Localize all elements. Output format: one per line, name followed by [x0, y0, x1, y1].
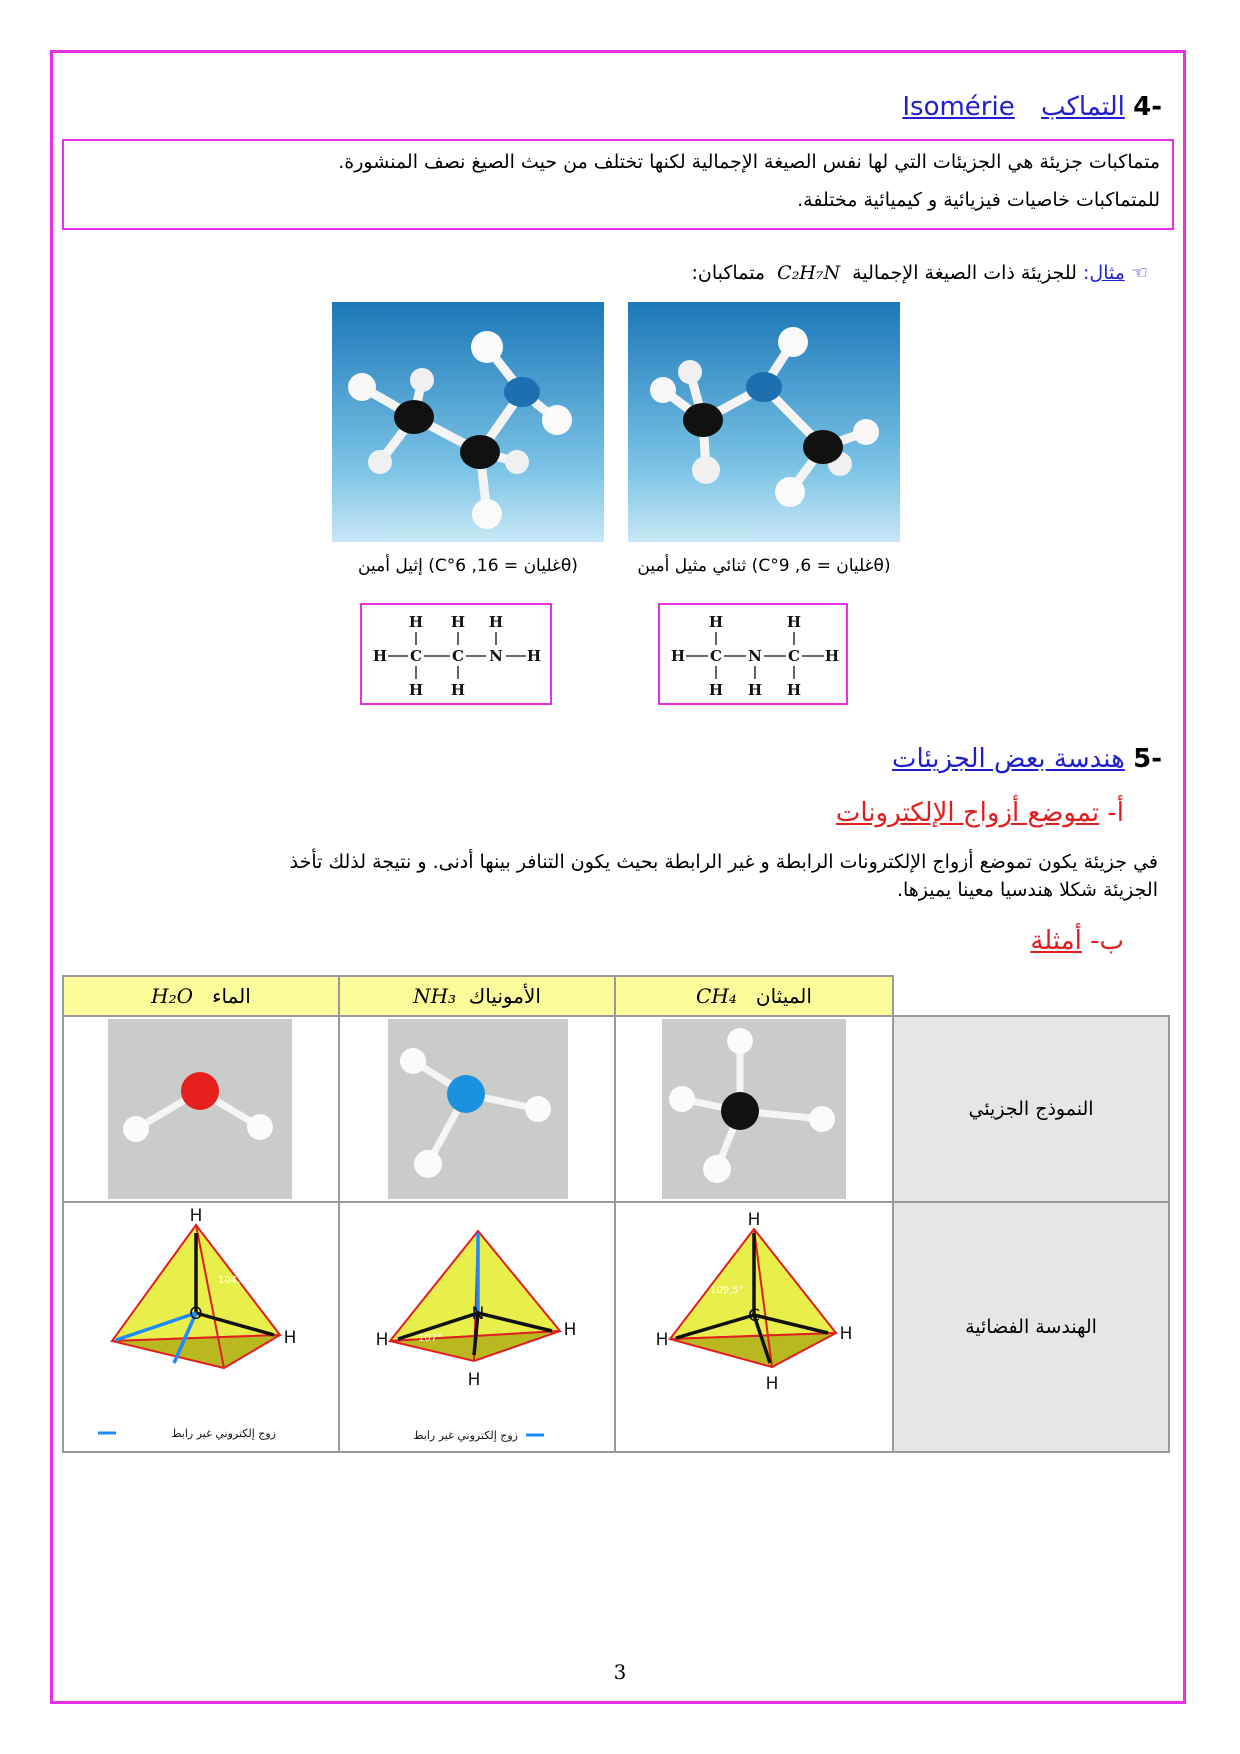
- svg-text:H: H: [283, 1328, 297, 1348]
- header-ammonia: [338, 975, 616, 1017]
- svg-text:H: H: [526, 647, 542, 665]
- ammonia-geometry-diagram: [340, 1203, 614, 1451]
- example-text-before: للجزيئة ذات الصيغة الإجمالية: [852, 262, 1077, 284]
- methane-angle-label: 109,5°: [710, 1285, 744, 1296]
- svg-text:H: H: [563, 1320, 577, 1340]
- ethylamine-structure: [360, 603, 552, 705]
- methane-model-cell: [614, 1015, 894, 1203]
- svg-text:H: H: [747, 1210, 761, 1230]
- svg-text:H: H: [747, 681, 763, 699]
- water-model-cell: [62, 1015, 340, 1203]
- svg-text:C: C: [452, 647, 464, 665]
- ammonia-model-cell: [338, 1015, 616, 1203]
- svg-text:N: N: [489, 647, 503, 665]
- methane-geometry-diagram: [616, 1203, 892, 1451]
- subheading-a-title: تموضع أزواج الإلكترونات: [835, 798, 1100, 828]
- svg-text:C: C: [788, 647, 800, 665]
- dimethylamine-photo: [628, 302, 900, 542]
- pointing-hand-icon: ☜: [1130, 262, 1148, 284]
- header-methane: [614, 975, 894, 1017]
- svg-text:H: H: [839, 1324, 853, 1344]
- example-formula: C₂H₇N: [777, 262, 841, 284]
- subheading-b-letter: ب-: [1090, 926, 1124, 956]
- example-label: مثال: [1089, 262, 1125, 284]
- ammonia-name: الأمونياك: [468, 984, 541, 1008]
- subheading-b-title: أمثلة: [1030, 926, 1082, 956]
- paragraph-line-2: الجزيئة شكلا هندسيا معينا يميزها.: [896, 879, 1158, 901]
- ammonia-geometry-cell: [338, 1201, 616, 1453]
- water-formula: H₂O: [151, 984, 194, 1008]
- dimethylamine-structure: [658, 603, 848, 705]
- svg-text:H: H: [655, 1330, 669, 1350]
- ammonia-angle-label: 107°: [418, 1333, 443, 1344]
- definition-box: [62, 139, 1174, 230]
- subheading-b: [1030, 926, 1124, 956]
- ethylamine-photo: [332, 302, 604, 542]
- svg-text:O: O: [189, 1304, 203, 1324]
- example-colon: :: [1082, 262, 1090, 284]
- section-4-title-fr: Isomérie: [902, 92, 1015, 122]
- svg-text:H: H: [786, 613, 802, 631]
- methane-formula: CH₄: [696, 984, 737, 1008]
- ethylamine-caption: (θغليان = 16, 6°C) إثيل أمين: [358, 556, 578, 576]
- svg-text:H: H: [450, 613, 466, 631]
- methane-geometry-cell: [614, 1201, 894, 1453]
- svg-text:H: H: [708, 613, 724, 631]
- electron-pairs-paragraph: [78, 848, 1158, 904]
- water-angle-label: 104,5°: [218, 1275, 252, 1286]
- page-number: 3: [613, 1660, 627, 1684]
- ammonia-formula: NH₃: [413, 984, 457, 1008]
- water-geometry-diagram: [64, 1203, 338, 1451]
- definition-line-1: متماكبات جزيئة هي الجزيئات التي لها نفس الصيغة الإجمالية لكنها تختلف من حيث الصيغ نصف المنشورة.: [338, 151, 1160, 173]
- svg-text:H: H: [450, 681, 466, 699]
- water-model-image: [108, 1019, 292, 1199]
- methane-name: الميثان: [755, 984, 812, 1008]
- section-5-title: هندسة بعض الجزيئات: [891, 744, 1125, 774]
- methane-model-image: [662, 1019, 846, 1199]
- svg-text:H: H: [467, 1370, 481, 1390]
- subheading-a: [836, 798, 1124, 828]
- svg-text:H: H: [670, 647, 686, 665]
- paragraph-line-1: في جزيئة يكون تموضع أزواج الإلكترونات الرابطة و غير الرابطة بحيث يكون التنافر بينها أدنى. و نتيجة لذلك تأخذ: [289, 851, 1158, 873]
- header-water: [62, 975, 340, 1017]
- svg-text:H: H: [372, 647, 388, 665]
- ammonia-legend-text: زوج إلكتروني غير رابط: [413, 1429, 518, 1442]
- definition-line-2: للمتماكبات خاصيات فيزيائية و كيميائية مختلفة.: [797, 189, 1160, 211]
- water-legend-text: زوج إلكتروني غير رابط: [171, 1427, 276, 1440]
- section-4-heading: [902, 92, 1162, 122]
- svg-text:H: H: [786, 681, 802, 699]
- row-label-model: النموذج الجزيئي: [892, 1015, 1170, 1203]
- section-4-title-ar: التماكب: [1040, 92, 1125, 122]
- svg-text:H: H: [375, 1330, 389, 1350]
- svg-text:H: H: [765, 1374, 779, 1394]
- svg-text:C: C: [748, 1306, 760, 1326]
- section-5-number: -5: [1133, 744, 1162, 774]
- water-name: الماء: [212, 984, 251, 1008]
- svg-text:H: H: [708, 681, 724, 699]
- svg-text:H: H: [189, 1206, 203, 1226]
- example-text-after: متماكبان:: [691, 262, 766, 284]
- section-5-heading: [892, 744, 1162, 774]
- svg-text:C: C: [410, 647, 422, 665]
- example-line: [692, 262, 1149, 284]
- row-label-geometry: الهندسة الفضائية: [892, 1201, 1170, 1453]
- svg-text:H: H: [408, 613, 424, 631]
- dimethylamine-caption: (θغليان = 6, 9°C) ثنائي مثيل أمين: [637, 556, 891, 576]
- svg-text:N: N: [471, 1304, 485, 1324]
- subheading-a-letter: أ-: [1107, 798, 1124, 828]
- ammonia-model-image: [388, 1019, 568, 1199]
- svg-text:H: H: [488, 613, 504, 631]
- svg-text:C: C: [710, 647, 722, 665]
- svg-text:H: H: [408, 681, 424, 699]
- svg-text:N: N: [748, 647, 762, 665]
- svg-text:H: H: [824, 647, 840, 665]
- section-4-number: -4: [1133, 92, 1162, 122]
- water-geometry-cell: [62, 1201, 340, 1453]
